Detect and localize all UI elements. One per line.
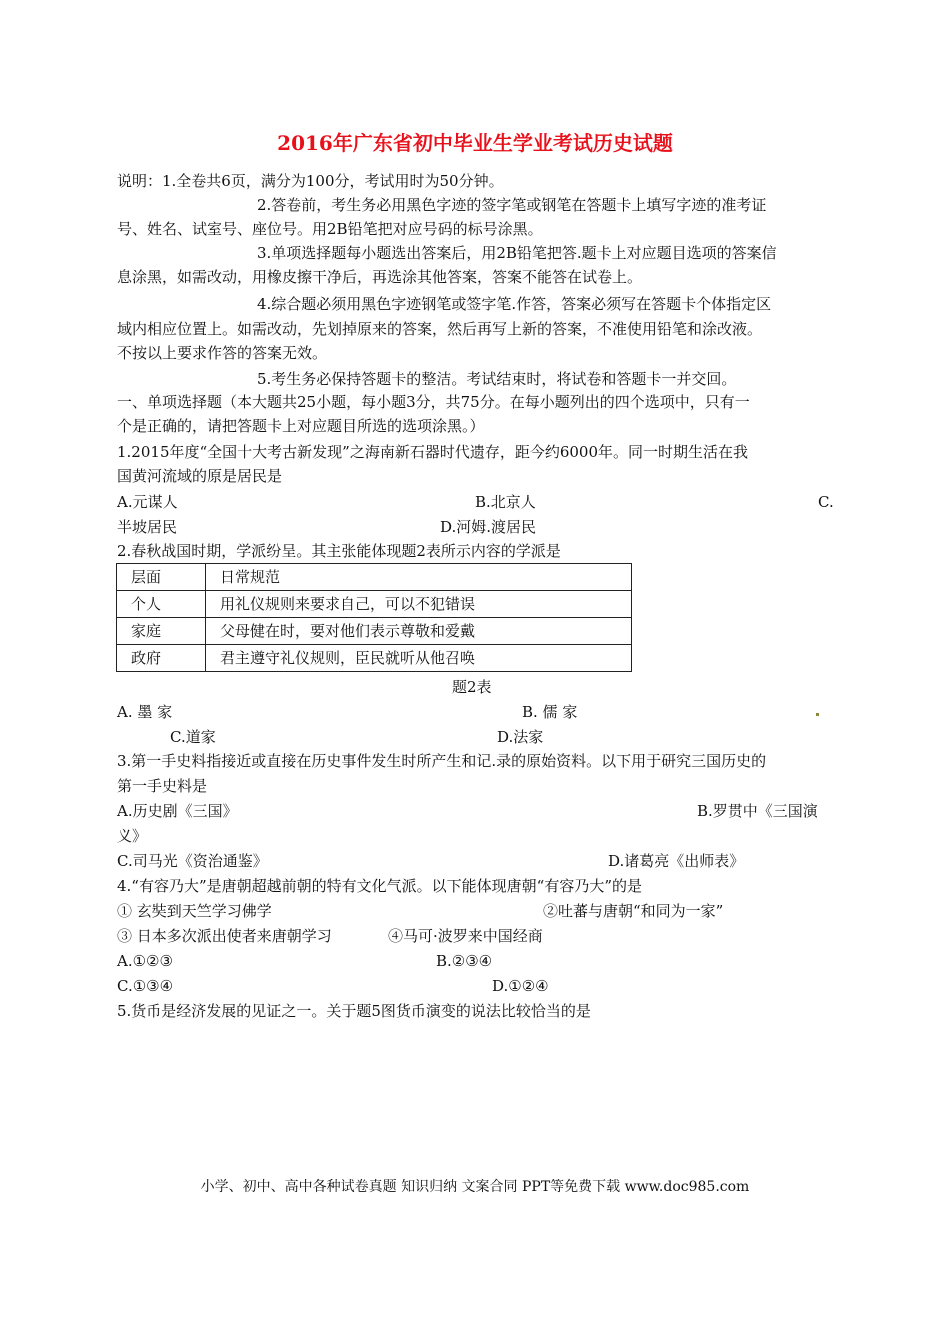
instruction-line: 不按以上要求作答的答案无效。 (117, 344, 328, 362)
table-cell: 家庭 (117, 618, 206, 645)
stray-mark (816, 713, 819, 716)
question-stem: 2.春秋战国时期，学派纷呈。其主张能体现题2表所示内容的学派是 (117, 542, 561, 560)
table-cell: 用礼仪规则来要求自己，可以不犯错误 (206, 591, 632, 618)
option-d: D.①②④ (492, 977, 549, 995)
option-a: A.元谋人 (117, 493, 178, 511)
option-b: B.罗贯中《三国演 (697, 802, 818, 820)
instruction-line: 域内相应位置上。如需改动，先划掉原来的答案，然后再写上新的答案，不准使用铅笔和涂改液。 (117, 320, 763, 338)
exam-title: 2016年广东省初中毕业生学业考试历史试题 (277, 131, 673, 155)
table-cell: 个人 (117, 591, 206, 618)
instruction-line: 5.考生务必保持答题卡的整洁。考试结束时，将试卷和答题卡一并交回。 (257, 370, 737, 388)
section-heading: 一、单项选择题（本大题共25小题，每小题3分，共75分。在每小题列出的四个选项中，只有一 (117, 393, 750, 411)
instruction-line: 说明：1.全卷共6页，满分为100分，考试用时为50分钟。 (117, 172, 504, 190)
option-c: C.司马光《资治通鉴》 (117, 852, 268, 870)
table-cell: 父母健在时，要对他们表示尊敬和爱戴 (206, 618, 632, 645)
statement-2: ②吐蕃与唐朝“和同为一家” (543, 902, 724, 920)
statement-3: ③ 日本多次派出使者来唐朝学习 (117, 927, 332, 945)
table-header-cell: 层面 (117, 564, 206, 591)
table-row (117, 618, 632, 645)
table-cell: 君主遵守礼仪规则，臣民就听从他召唤 (206, 645, 632, 672)
option-a: A. 墨 家 (117, 703, 173, 721)
option-b: B.北京人 (475, 493, 536, 511)
question-stem: 1.2015年度“全国十大考古新发现”之海南新石器时代遗存，距今约6000年。同一时期生活在我 (117, 443, 748, 461)
option-c: C. (818, 493, 834, 511)
instruction-line: 号、姓名、试室号、座位号。用2B铅笔把对应号码的标号涂黑。 (117, 220, 543, 238)
question-stem: 第一手史料是 (117, 777, 208, 795)
option-b: B. 儒 家 (522, 703, 578, 721)
question-stem: 3.第一手史料指接近或直接在历史事件发生时所产生和记.录的原始资料。以下用于研究三国历史的 (117, 752, 767, 770)
table-cell: 政府 (117, 645, 206, 672)
question-stem: 5.货币是经济发展的见证之一。关于题5图货币演变的说法比较恰当的是 (117, 1002, 591, 1020)
question-stem: 4.“有容乃大”是唐朝超越前朝的特有文化气派。以下能体现唐朝“有容乃大”的是 (117, 877, 642, 895)
option-a: A.历史剧《三国》 (117, 802, 238, 820)
option-c: C.①③④ (117, 977, 174, 995)
footer-text: 小学、初中、高中各种试卷真题 知识归纳 文案合同 PPT等免费下载 www.doc985.com (200, 1179, 750, 1195)
table-caption: 题2表 (452, 678, 492, 696)
table-header-cell: 日常规范 (206, 564, 632, 591)
instruction-line: 4.综合题必须用黑色字迹钢笔或签字笔.作答，答案必须写在答题卡个体指定区 (257, 295, 772, 313)
section-heading: 个是正确的，请把答题卡上对应题目所选的选项涂黑。） (117, 417, 485, 435)
option-b-text: 义》 (117, 827, 148, 845)
instruction-line: 2.答卷前，考生务必用黑色字迹的签字笔或钢笔在答题卡上填写字迹的准考证 (257, 196, 767, 214)
option-d: D.诸葛亮《出师表》 (608, 852, 745, 870)
statement-1: ① 玄奘到天竺学习佛学 (117, 902, 272, 920)
table-row (117, 645, 632, 672)
question-stem: 国黄河流域的原是居民是 (117, 467, 283, 485)
option-a: A.①②③ (117, 952, 173, 970)
instruction-line: 3.单项选择题每小题选出答案后，用2B铅笔把答.题卡上对应题目选项的答案信 (257, 244, 777, 262)
instruction-line: 息涂黑，如需改动，用橡皮擦干净后，再选涂其他答案，答案不能答在试卷上。 (117, 268, 643, 286)
option-d: D.河姆.渡居民 (440, 518, 537, 536)
table-header-row (117, 564, 632, 591)
option-b: B.②③④ (436, 952, 493, 970)
option-d: D.法家 (497, 728, 544, 746)
table-row (117, 591, 632, 618)
norms-table (116, 563, 632, 672)
option-c: C.道家 (170, 728, 216, 746)
option-c-text: 半坡居民 (117, 518, 178, 536)
statement-4: ④马可·波罗来中国经商 (388, 927, 543, 945)
